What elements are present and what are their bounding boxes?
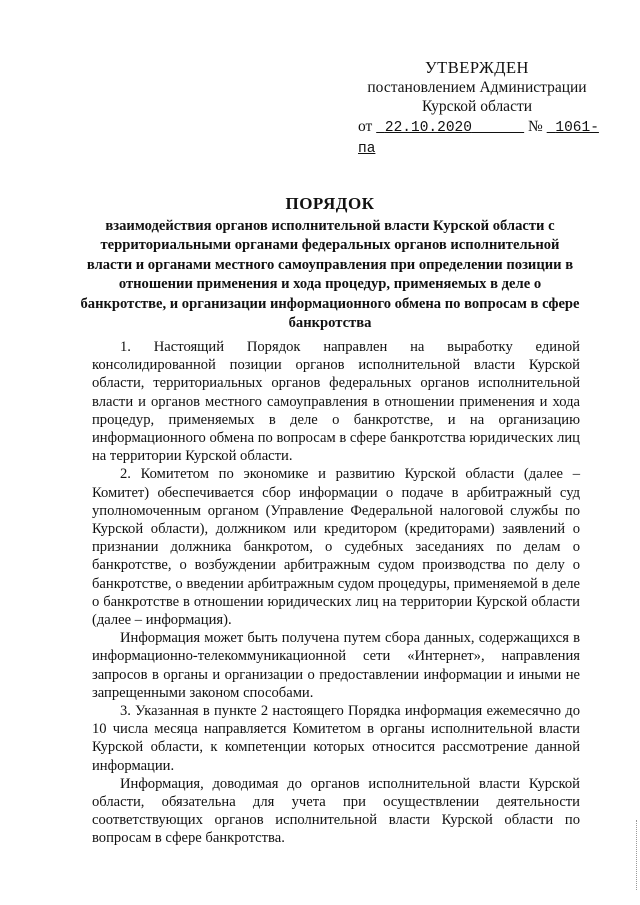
- approval-stamp-block: [352, 58, 602, 160]
- paragraph-2-continued: Информация может быть получена путем сбора данных, содержащихся в информационно-телекоммуникационной сети «Интернет», направления запросов в органы и организации о предоставлении информации и иными не запрещенными законом способами.: [92, 630, 580, 701]
- document-body: [92, 338, 580, 848]
- decree-date: 22.10.2020: [384, 119, 472, 136]
- decree-number: 1061-па: [358, 119, 599, 157]
- date-prefix: от: [358, 117, 373, 135]
- decree-date-number-line: [352, 117, 602, 160]
- paragraph-2: 2. Комитетом по экономике и развитию Курской области (далее – Комитет) обеспечивается сбор информации о подаче в арбитражный суд уполномоченным органом (Управление Федеральной налоговой службы по Курской области), должником или кредитором (кредиторами) заявлений о признании должника банкротом, о судебных заседаниях по делам о банкротстве, о возбуждении арбитражным судом производства по делу о банкротстве, о введении арбитражным судом процедуры, применяемой в деле о банкротстве в отношении юридических лиц на территории Курской области (далее – информация).: [92, 466, 580, 629]
- approval-title: УТВЕРЖДЕН: [425, 58, 529, 77]
- paragraph-3: 3. Указанная в пункте 2 настоящего Порядка информация ежемесячно до 10 числа месяца направляется Комитетом в органы исполнительной власти Курской области, к компетенции которых относится рассмотрение данной информации.: [92, 703, 580, 774]
- approval-line-region: Курской области: [421, 98, 533, 115]
- paragraph-1: 1. Настоящий Порядок направлен на выработку единой консолидированной позиции органов исполнительной власти Курской области, территориальных органов федеральных органов исполнительной власти и органов местного самоуправления в отношении применения и хода процедур, применяемых в деле о банкротстве, и на организацию информационного обмена по вопросам в сфере банкротства юридических лиц на территории Курской области.: [92, 339, 580, 465]
- scan-edge-mark: [636, 820, 638, 890]
- document-title: ПОРЯДОК: [285, 194, 375, 213]
- document-heading: [80, 194, 580, 333]
- number-prefix: №: [528, 117, 543, 135]
- paragraph-3-continued: Информация, доводимая до органов исполнительной власти Курской области, обязательна для учета при осуществлении деятельности соответствующих органов исполнительной власти Курской области по вопросам в сфере банкротства.: [92, 775, 580, 847]
- approval-line-decree: постановлением Администрации: [367, 78, 587, 96]
- document-subtitle: взаимодействия органов исполнительной власти Курской области с территориальными органами федеральных органов исполнительной власти и органами местного самоуправления при определении позиции в отношении применения и хода процедур, применяемых в деле о банкротстве, и организации информационного обмена по вопросам в сфере банкротства: [80, 218, 580, 332]
